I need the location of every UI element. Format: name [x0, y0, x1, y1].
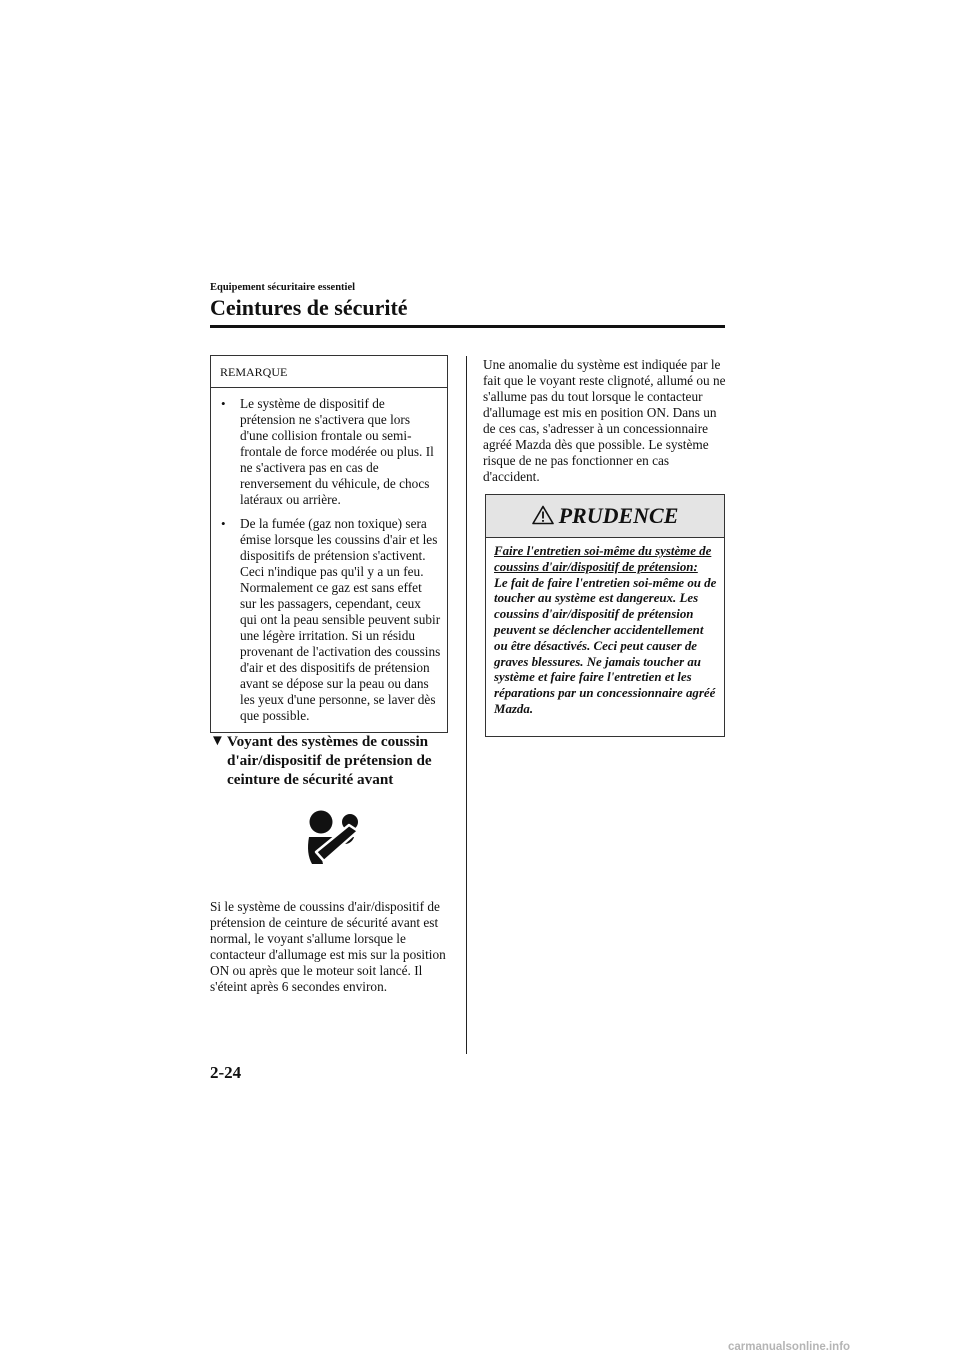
note-label: REMARQUE — [211, 356, 447, 388]
body-paragraph-right: Une anomalie du système est indiquée par le fait que le voyant reste clignoté, allumé ou ne s'allume pas du tout lorsque le contacteur d'allumage est mis en position ON. Dans un de ces cas, s'adresser à un concessionnaire agréé Mazda dès que possible. Le système risque de ne pas fonctionner en cas d'accident. — [483, 357, 726, 484]
section-label: Equipement sécuritaire essentiel — [210, 282, 356, 293]
caution-title: Faire l'entretien soi-même du système de coussins d'air/dispositif de prétension: — [494, 544, 712, 574]
caution-label: PRUDENCE — [558, 503, 679, 528]
caution-text: Le fait de faire l'entretien soi-même ou de toucher au système est dangereux. Les coussins d'air/dispositif de prétension peuvent se déclencher accidentellement ou être désactivés. Ceci peut causer de graves blessures. Ne jamais toucher au système et faire faire l'entretien et les réparations par un concessionnaire agréé Mazda. — [494, 575, 717, 716]
caution-box — [485, 494, 725, 737]
note-body — [211, 388, 447, 732]
page-title: Ceintures de sécurité — [210, 295, 408, 320]
note-item — [220, 516, 441, 724]
section-heading: Voyant des systèmes de coussin d'air/dispositif de prétension de ceinture de sécurité avant — [227, 733, 432, 788]
bullet-icon: • — [221, 516, 226, 531]
body-paragraph-left: Si le système de coussins d'air/dispositif de prétension de ceinture de sécurité avant est normal, le voyant s'allume lorsque le contacteur d'allumage est mis sur la position ON ou après que le moteur soit lancé. Il s'éteint après 6 secondes environ. — [210, 899, 446, 994]
bullet-icon: • — [221, 396, 226, 411]
note-item-text: Le système de dispositif de prétension ne s'activera que lors d'une collision frontale ou semi-frontale de force modérée ou plus. Il ne s'activera pas en cas de renversement du véhicule, de chocs latéraux ou arrière. — [240, 396, 434, 507]
airbag-warning-icon — [302, 808, 362, 868]
caution-body — [486, 538, 724, 718]
note-item-text: De la fumée (gaz non toxique) sera émise lorsque les coussins d'air et les dispositifs de prétension s'activent. Ceci n'indique pas qu'il y a un feu. Normalement ce gaz est sans effet sur les passagers, cependant, ceux qui ont la peau sensible peuvent subir une légère irritation. Si un résidu provenant de l'activation des coussins d'air et des dispositifs de prétension avant se dépose sur la peau ou dans les yeux d'une personne, se laver dès que possible. — [240, 516, 441, 723]
section-heading-block — [210, 732, 455, 789]
title-rule — [210, 325, 725, 328]
caution-triangle-icon — [532, 505, 554, 525]
column-divider — [466, 356, 467, 1054]
watermark: carmanualsonline.info — [728, 1341, 851, 1353]
triangle-down-icon: ▼ — [210, 733, 225, 749]
page-number: 2-24 — [210, 1063, 242, 1082]
note-item — [220, 396, 441, 508]
caution-header — [486, 495, 724, 538]
note-box — [210, 355, 448, 733]
